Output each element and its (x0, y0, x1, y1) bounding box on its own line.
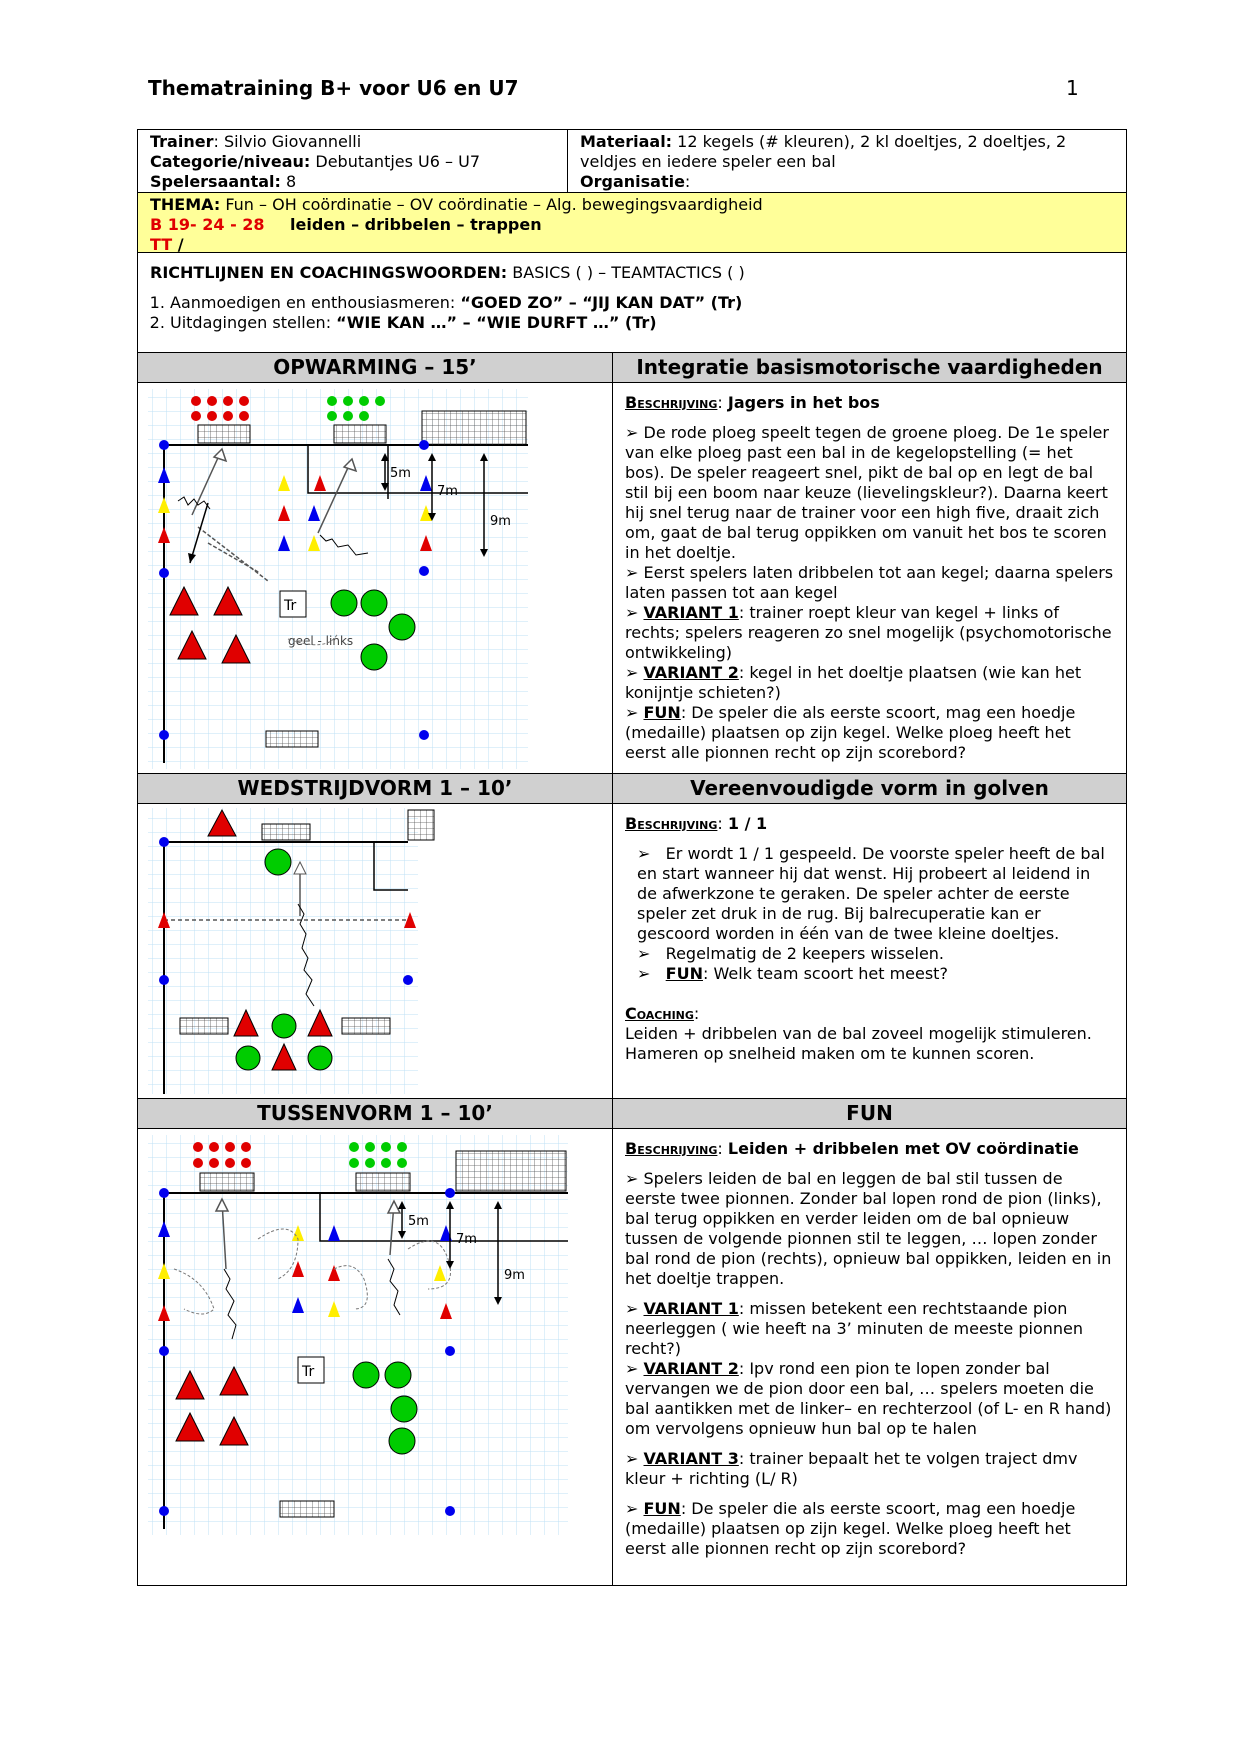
section-3-right-title: FUN (846, 1101, 893, 1125)
page-number: 1 (1066, 76, 1079, 100)
guideline-2-text: Uitdagingen stellen: (170, 313, 337, 332)
guideline-1-text: Aanmoedigen en enthousiasmeren: (170, 293, 461, 312)
s1-v2-text: : kegel in het doeltje plaatsen (wie kan het konijntje schieten?) (625, 663, 1082, 702)
distance-5m-1: 5m (390, 466, 411, 481)
guidelines-heading: RICHTLIJNEN EN COACHINGSWOORDEN: (150, 263, 508, 282)
diagram-annotation-1: geel - links (288, 634, 354, 648)
section-2-left-title: WEDSTRIJDVORM 1 – 10’ (138, 774, 613, 803)
field-diagram-2 (138, 804, 612, 1098)
desc-label-2: Beschrijving (625, 814, 718, 833)
section-1-right-title: Integratie basismotorische vaardigheden (636, 355, 1103, 379)
theme-codes: B 19- 24 - 28 (150, 215, 265, 234)
guideline-2-bold: “WIE KAN …” – “WIE DURFT …” (Tr) (336, 313, 657, 332)
organisation-label: Organisatie (580, 172, 685, 191)
theme-row (138, 193, 1126, 253)
distance-5m-3: 5m (408, 1214, 429, 1229)
s3-v3-label: VARIANT 3 (643, 1449, 739, 1468)
document-title: Thematraining B+ voor U6 en U7 (148, 76, 519, 100)
guideline-item-2 (170, 313, 1114, 333)
guideline-item-1 (170, 293, 1114, 313)
section-1-diagram (138, 383, 613, 773)
info-left-cell (138, 130, 568, 192)
section-3-body (138, 1129, 1126, 1585)
sections-table (137, 352, 1127, 1586)
field-diagram-3 (138, 1129, 612, 1585)
section-2-body (138, 804, 1126, 1099)
info-right-cell (568, 130, 1126, 192)
s1-fun-label: FUN (643, 703, 681, 722)
guidelines (138, 253, 1126, 353)
section-1-header (138, 353, 1126, 383)
field-diagram-1 (138, 383, 612, 773)
s3-v1-text: : missen betekent een rechtstaande pion neerleggen ( wie heeft na 3’ minuten de meeste pionnen recht?) (625, 1299, 1083, 1358)
coaching-text: Leiden + dribbelen van de bal zoveel mogelijk stimuleren. Hameren op snelheid maken om te kunnen scoren. (625, 1024, 1092, 1063)
s1-para2: ➢ Eerst spelers laten dribbelen tot aan kegel; daarna spelers laten passen tot aan kegel (625, 563, 1114, 602)
s1-v1-label: VARIANT 1 (643, 603, 739, 622)
section-2-right-title: Vereenvoudigde vorm in golven (690, 776, 1049, 800)
organisation-value: : (684, 172, 691, 191)
section-3-text: Beschrijving: Leiden + dribbelen met OV coördinatie ➢ Spelers leiden de bal en leggen de bal stil tussen de eerste twee pionnen. Zonder bal lopen rond de pion (links), bal terug oppikken en verder leiden om de bal opnieuw tussen de volgende pionnen stil te leggen, … lopen zonder bal rond de pion (rechts), opnieuw bal oppikken, leiden en in het doeltje trappen. ➢ VARIANT 1: missen betekent een rechtstaande pion neerleggen ( wie heeft na 3’ minuten de meeste pionnen recht?) ➢ VARIANT 2: Ipv rond een pion te lopen zonder bal vervangen we de pion door een bal, … spelers moeten die bal aantikken met de linker– en rechterzool (of L- en R hand) om vervolgens opnieuw hun bal op te halen ➢ VARIANT 3: trainer bepaalt het te volgen traject dmv kleur + richting (L/ R) ➢ FUN: De speler die als eerste scoort, mag een hoedje (medaille) plaatsen op zijn kegel. Welke ploeg heeft het eerst alle pionnen recht op zijn scorebord? (613, 1129, 1126, 1585)
distance-9m-1: 9m (490, 514, 511, 529)
category-label: Categorie/niveau: (150, 152, 311, 171)
desc-title-3: Leiden + dribbelen met OV coördinatie (727, 1139, 1079, 1158)
section-3-diagram (138, 1129, 613, 1585)
desc-label-3: Beschrijving (625, 1139, 718, 1158)
section-1-body (138, 383, 1126, 774)
players-value: 8 (280, 172, 297, 191)
s3-v3-text: : trainer bepaalt het te volgen traject dmv kleur + richting (L/ R) (625, 1449, 1078, 1488)
section-2-header (138, 774, 1126, 804)
desc-label-1: Beschrijving (625, 393, 718, 412)
tt-label: TT (150, 235, 173, 254)
s3-fun-label: FUN (643, 1499, 681, 1518)
s3-v2-text: : Ipv rond een pion te lopen zonder bal vervangen we de pion door een bal, … spelers moeten die bal aantikken met de linker– en rechterzool (of L- en R hand) om vervolgens opnieuw hun bal op te halen (625, 1359, 1112, 1438)
players-label: Spelersaantal: (150, 172, 281, 191)
s2-fun-text: : Welk team scoort het meest? (702, 964, 948, 983)
section-1-left-title: OPWARMING – 15’ (138, 353, 613, 382)
s3-para1: ➢ Spelers leiden de bal en leggen de bal stil tussen de eerste twee pionnen. Zonder bal lopen rond de pion (links), bal terug oppikken en verder leiden om de bal opnieuw tussen de volgende pionnen stil te leggen, … lopen zonder bal rond de pion (rechts), opnieuw bal oppikken, leiden en in het doeltje trappen. (625, 1169, 1112, 1288)
desc-title-1: Jagers in het bos (727, 393, 880, 412)
material-label: Materiaal: (580, 132, 673, 151)
s1-v2-label: VARIANT 2 (643, 663, 739, 682)
section-2-diagram (138, 804, 613, 1098)
tt-value: / (172, 235, 184, 254)
theme-value: Fun – OH coördinatie – OV coördinatie – Alg. bewegingsvaardigheid (220, 195, 763, 214)
coaching-label: Coaching (625, 1004, 694, 1023)
trainer-label: Trainer (150, 132, 214, 151)
guidelines-heading-rest: BASICS ( ) – TEAMTACTICS ( ) (507, 263, 745, 282)
category-value: Debutantjes U6 – U7 (310, 152, 480, 171)
s1-fun-text: : De speler die als eerste scoort, mag een hoedje (medaille) plaatsen op zijn kegel. Welke ploeg heeft het eerst alle pionnen recht op zijn scorebord? (625, 703, 1076, 762)
guideline-1-bold: “GOED ZO” – “JIJ KAN DAT” (Tr) (460, 293, 743, 312)
material-value: 12 kegels (# kleuren), 2 kl doeltjes, 2 doeltjes, 2 veldjes en iedere speler een bal (580, 132, 1067, 171)
distance-9m-3: 9m (504, 1268, 525, 1283)
s2-fun-label: FUN (665, 964, 703, 983)
s3-fun-text: : De speler die als eerste scoort, mag een hoedje (medaille) plaatsen op zijn kegel. Welke ploeg heeft het eerst alle pionnen recht op zijn scorebord? (625, 1499, 1076, 1558)
theme-label: THEMA: (150, 195, 221, 214)
trainer-label-3: Tr (302, 1364, 315, 1380)
section-2-text: Beschrijving: 1 / 1 ➢ Er wordt 1 / 1 gespeeld. De voorste speler heeft de bal en start wanneer hij dat wenst. Hij probeert al leidend in de afwerkzone te geraken. De speler achter de eerste speler zet druk in de rug. Bij balrecuperatie kan er gescoord worden in één van de twee kleine doeltjes. ➢ Regelmatig de 2 keepers wisselen. ➢ FUN: Welk team scoort het meest? Coaching: Leiden + dribbelen van de bal zoveel mogelijk stimuleren. Hameren op snelheid maken om te kunnen scoren. (613, 804, 1126, 1098)
info-table (137, 129, 1127, 354)
s3-v1-label: VARIANT 1 (643, 1299, 739, 1318)
section-1-text: Beschrijving: Jagers in het bos ➢ De rode ploeg speelt tegen de groene ploeg. De 1e speler van elke ploeg past een bal in de kegelopstelling (= het bos). De speler reageert snel, pikt de bal op en legt de bal stil bij een boom naar keuze (lievelingskleur?). Daarna keert hij snel terug naar de trainer voor een high five, draait zich om, gaat de bal terug oppikken om vanuit het bos te scoren in het doeltje. ➢ Eerst spelers laten dribbelen tot aan kegel; daarna spelers laten passen tot aan kegel ➢ VARIANT 1: trainer roept kleur van kegel + links of rechts; spelers reageren zo snel mogelijk (psychomotorische ontwikkeling) ➢ VARIANT 2: kegel in het doeltje plaatsen (wie kan het konijntje schieten?) ➢ FUN: De speler die als eerste scoort, mag een hoedje (medaille) plaatsen op zijn kegel. Welke ploeg heeft het eerst alle pionnen recht op zijn scorebord? (625, 393, 1114, 762)
s3-v2-label: VARIANT 2 (643, 1359, 739, 1378)
distance-7m-1: 7m (437, 484, 458, 499)
s2-para2: Regelmatig de 2 keepers wisselen. (665, 944, 945, 963)
section-3-header (138, 1099, 1126, 1129)
trainer-value: : Silvio Giovannelli (213, 132, 362, 151)
trainer-label-1: Tr (284, 598, 297, 614)
desc-title-2: 1 / 1 (727, 814, 768, 833)
s2-para1: Er wordt 1 / 1 gespeeld. De voorste speler heeft de bal en start wanneer hij dat wenst. Hij probeert al leidend in de afwerkzone te geraken. De speler achter de eerste speler zet druk in de rug. Bij balrecuperatie kan er gescoord worden in één van de twee kleine doeltjes. (637, 844, 1105, 943)
theme-codes-text: leiden – dribbelen – trappen (290, 215, 542, 234)
distance-7m-3: 7m (456, 1232, 477, 1247)
section-3-left-title: TUSSENVORM 1 – 10’ (138, 1099, 613, 1128)
s1-v1-text: : trainer roept kleur van kegel + links of rechts; spelers reageren zo snel mogelijk (psychomotorische ontwikkeling) (625, 603, 1112, 662)
s1-para1: ➢ De rode ploeg speelt tegen de groene ploeg. De 1e speler van elke ploeg past een bal in de kegelopstelling (= het bos). De speler reageert snel, pikt de bal op en legt de bal stil bij een boom naar keuze (lievelingskleur?). Daarna keert hij snel terug naar de trainer voor een high five, draait zich om, gaat de bal terug oppikken om vanuit het bos te scoren in het doeltje. (625, 423, 1109, 562)
